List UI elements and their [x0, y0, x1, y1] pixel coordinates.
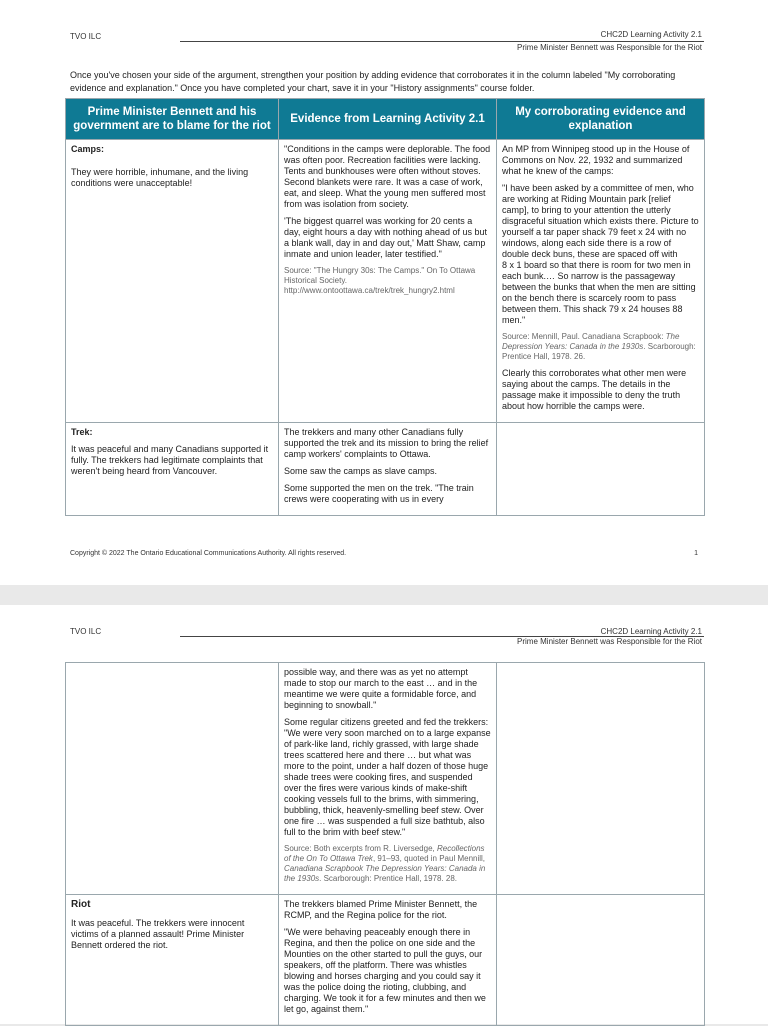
evidence-cell	[279, 663, 497, 895]
source-citation: Source: Mennill, Paul. Canadiana Scrapbook: The Depression Years: Canada in the 1930s. Scarborough: Prentice Hall, 1978. 26.	[502, 332, 696, 361]
copyright-footer: Copyright © 2022 The Ontario Educational Communications Authority. All rights reserved.	[70, 550, 347, 557]
table-row-trek-continued	[66, 663, 705, 895]
evidence-cell	[279, 423, 497, 516]
claim-cell	[66, 140, 279, 423]
claim-cell	[66, 423, 279, 516]
claim-cell	[66, 895, 279, 1026]
document-page-2	[0, 605, 768, 1024]
my-evidence-cell	[497, 140, 705, 423]
column-header: My corroborating evidence and explanation	[497, 99, 705, 140]
evidence-quote: possible way, and there was as yet no attempt made to stop our march to the east … and in the meantime we were quite a formidable force, and beginning to snowball."	[284, 667, 478, 710]
evidence-quote: Some supported the men on the trek. "The train crews were cooperating with us in every	[284, 483, 474, 504]
header-course: CHC2D Learning Activity 2.1	[600, 30, 702, 39]
evidence-quote: Some regular citizens greeted and fed the trekkers: "We were very soon marched on to a large expanse of park-like land, richly grassed, with large shade trees scattered here and there … but what was more to the point, under a half dozen of those huge shade trees were cooking fires, and suspended over the fires were various kinds of make-shift cooking vessels full to the brims, with simmering, bubbling, thick, heavenly-smelling beef stew. Over one fire … was suspended a full size bathtub, also full to the brim with beef stew."	[284, 717, 491, 837]
evidence-quote: "We were behaving peaceably enough there in Regina, and then the police on one side and the Mounties on the other started to pull the guys, our speakers, off the platform. There was whistles blowing and horses charging and you could say it was the police doing the rioting, clubbing, and charging. We took it for a few minutes and then we let go, against them."	[284, 927, 486, 1014]
header-subtitle: Prime Minister Bennett was Responsible for the Riot	[517, 637, 702, 646]
my-evidence-text: An MP from Winnipeg stood up in the House of Commons on Nov. 22, 1932 and summarized what he knew of the camps:	[502, 144, 690, 176]
my-evidence-cell	[497, 423, 705, 516]
my-evidence-cell	[497, 895, 705, 1026]
evidence-text: The trekkers and many other Canadians fully supported the trek and its mission to bring the relief camp workers' complaints to Ottawa.	[284, 427, 489, 459]
header-org: TVO ILC	[70, 627, 102, 636]
table-row-camps	[66, 140, 705, 423]
my-evidence-quote: "I have been asked by a committee of men, who are working at Riding Mountain park [relief camp], to bring to your attention the utterly disgraceful situation which exists there. Picture to yourself a tar paper shack 79 feet x 24 with no windows, along each side there is a row of double deck buns, these are spaced off with	[502, 183, 699, 259]
evidence-cell	[279, 895, 497, 1026]
header-course: CHC2D Learning Activity 2.1	[600, 627, 702, 636]
intro-paragraph: Once you've chosen your side of the argument, strengthen your position by adding evidence that corroborates it in the column labeled "My corroborating evidence and explanation." Once you have completed your chart, save it in your "History assignments" course folder.	[70, 70, 676, 93]
my-explanation: Clearly this corroborates what other men were saying about the camps. The details in the passage make it impossible to deny the truth about how horrible the camps were.	[502, 368, 687, 411]
table-row-trek	[66, 423, 705, 516]
header-subtitle: Prime Minister Bennett was Responsible for the Riot	[517, 43, 702, 52]
row-heading: Trek:	[71, 427, 93, 437]
claim-text: It was peaceful. The trekkers were innocent victims of a planned assault! Prime Minister Bennett ordered the riot.	[71, 918, 245, 950]
claim-text: It was peaceful and many Canadians supported it fully. The trekkers had legitimate complaints that weren't being heard from Vancouver.	[71, 444, 269, 476]
claim-cell	[66, 663, 279, 895]
page-number: 1	[694, 550, 698, 557]
header-org: TVO ILC	[70, 32, 102, 41]
evidence-table-continued	[65, 662, 705, 1026]
my-evidence-cell	[497, 663, 705, 895]
row-heading: Riot	[71, 899, 91, 910]
evidence-text: The trekkers blamed Prime Minister Bennett, the RCMP, and the Regina police for the riot.	[284, 899, 478, 920]
source-citation: Source: "The Hungry 30s: The Camps." On To Ottawa Historical Society. http://www.ontoottawa.ca/trek/trek_hungry2.html	[284, 266, 476, 295]
row-heading: Camps:	[71, 144, 105, 154]
column-header: Evidence from Learning Activity 2.1	[279, 99, 497, 140]
source-citation: Source: Both excerpts from R. Liversedge, Recollections of the On To Ottawa Trek, 91–93, quoted in Paul Mennill, Canadiana Scrapbook The Depression Years: Canada in the 1930s. Scarborough: Prentice Hall, 1978. 28.	[284, 844, 486, 883]
claim-text: They were horrible, inhumane, and the living conditions were unacceptable!	[71, 167, 249, 188]
evidence-text: Some saw the camps as slave camps.	[284, 466, 438, 476]
evidence-quote: "Conditions in the camps were deplorable. The food was often poor. Recreation facilities were lacking. Tents and bunkhouses were often without stoves. Second blankets were rare. It was a case of work, eat, and sleep. What the young men suffered most from was isolation from society.	[284, 144, 491, 209]
table-row-riot	[66, 895, 705, 1026]
header-rule	[180, 41, 704, 42]
evidence-table	[65, 98, 705, 516]
evidence-cell	[279, 140, 497, 423]
column-header: Prime Minister Bennett and his government are to blame for the riot	[66, 99, 279, 140]
my-evidence-quote: 8 x 1 board so that there is room for two men in each bunk.… So narrow is the passageway between the bunks that when the men are sitting on the bench there is scarcely room to pass between them. This shack 79 x 24 houses 88 men."	[502, 260, 696, 325]
evidence-quote: 'The biggest quarrel was working for 20 cents a day, eight hours a day with nothing ahead of us but a blank wall, day in and day out,' Matt Shaw, camp inmate and union leader, later testified."	[284, 216, 487, 259]
table-header-row	[66, 99, 705, 140]
